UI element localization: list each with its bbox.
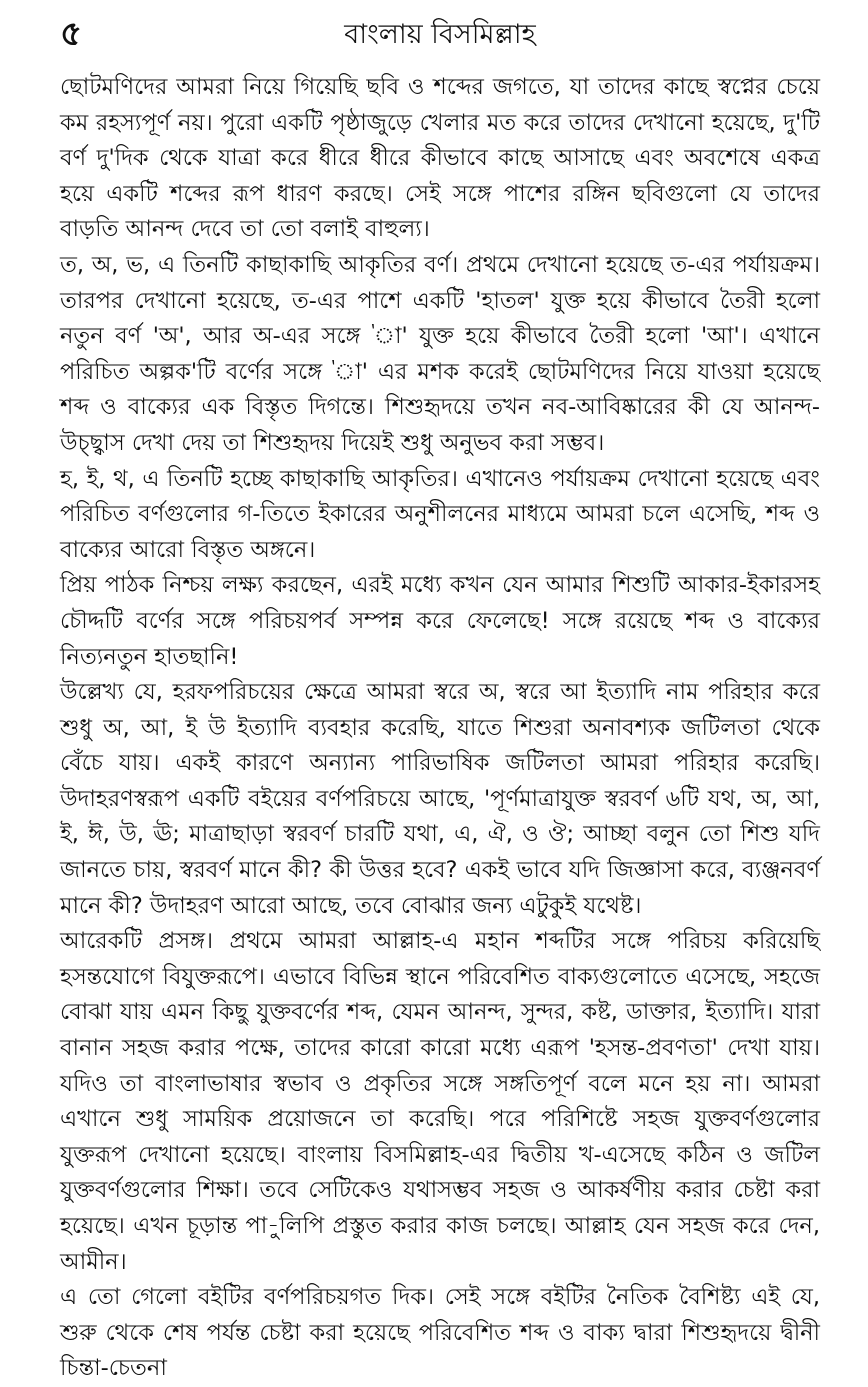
paragraph: এ তো গেলো বইটির বর্ণপরিচয়গত দিক। সেই সঙ্গে বইটির নৈতিক বৈশিষ্ট্য এই যে, শুরু থেকে শেষ পর্যন্ত চেষ্টা করা হয়েছে পরিবেশিত শব্দ ও বাক্য দ্বারা শিশুহৃদয়ে দ্বীনী চিন্তা-চেতনা: [60, 1284, 820, 1382]
paragraph: আরেকটি প্রসঙ্গ। প্রথমে আমরা আল্লাহ-এ মহান শব্দটির সঙ্গে পরিচয় করিয়েছি হসন্তযোগে বিযুক্তরূপে। এভাবে বিভিন্ন স্থানে পরিবেশিত বাক্যগুলোতে এসেছে, সহজে বোঝা যায় এমন কিছু যুক্তবর্ণের শব্দ, যেমন আনন্দ, সুন্দর, কষ্ট, ডাক্তার, ইত্যাদি। যারা বানান সহজ করার পক্ষে, তাদের কারো কারো মধ্যে এরূপ 'হসন্ত-প্রবণতা' দেখা যায়। যদিও তা বাংলাভাষার স্বভাব ও প্রকৃতির সঙ্গে সঙ্গতিপূর্ণ বলে মনে হয় না। আমরা এখানে শুধু সাময়িক প্রয়োজনে তা করেছি। পরে পরিশিষ্টে সহজ যুক্তবর্ণগুলোর যুক্তরূপ দেখানো হয়েছে। বাংলায় বিসমিল্লাহ-এর দ্বিতীয় খ-এসেছে কঠিন ও জটিল যুক্তবর্ণগুলোর শিক্ষা। তবে সেটিকেও যথাসম্ভব সহজ ও আকর্ষণীয় করার চেষ্টা করা হয়েছে। এখন চূড়ান্ত পা-ুলিপি প্রস্তুত করার কাজ চলছে। আল্লাহ যেন সহজ করে দেন, আমীন।: [60, 928, 820, 1275]
page-header: [60, 0, 820, 70]
paragraph: উল্লেখ্য যে, হরফপরিচয়ের ক্ষেত্রে আমরা স্বরে অ, স্বরে আ ইত্যাদি নাম পরিহার করে শুধু অ, আ, ই উ ইত্যাদি ব্যবহার করেছি, যাতে শিশুরা অনাবশ্যক জটিলতা থেকে বেঁচে যায়। একই কারণে অন্যান্য পারিভাষিক জটিলতা আমরা পরিহার করেছি। উদাহরণস্বরূপ একটি বইয়ের বর্ণপরিচয়ে আছে, 'পূর্ণমাত্রাযুক্ত স্বরবর্ণ ৬টি যথ, অ, আ, ই, ঈ, উ, ঊ; মাত্রাছাড়া স্বরবর্ণ চারটি যথা, এ, ঐ, ও ঔ; আচ্ছা বলুন তো শিশু যদি জানতে চায়, স্বরবর্ণ মানে কী? কী উত্তর হবে? একই ভাবে যদি জিজ্ঞাসা করে, ব্যঞ্জনবর্ণ মানে কী? উদাহরণ আরো আছে, তবে বোঝার জন্য এটুকুই যথেষ্ট।: [60, 679, 820, 919]
body-text: [60, 70, 820, 1387]
running-title: বাংলায় বিসমিল্লাহ: [344, 19, 536, 50]
paragraph: হ, ই, থ, এ তিনটি হচ্ছে কাছাকাছি আকৃতির। এখানেও পর্যায়ক্রম দেখানো হয়েছে এবং পরিচিত বর্ণগুলোর গ-তিতে ইকারের অনুশীলনের মাধ্যমে আমরা চলে এসেছি, শব্দ ও বাক্যের আরো বিস্তৃত অঙ্গনে।: [60, 465, 820, 563]
paragraph: ছোটমণিদের আমরা নিয়ে গিয়েছি ছবি ও শব্দের জগতে, যা তাদের কাছে স্বপ্নের চেয়ে কম রহস্যপূর্ণ নয়। পুরো একটি পৃষ্ঠাজুড়ে খেলার মত করে তাদের দেখানো হয়েছে, দু'টি বর্ণ দু'দিক থেকে যাত্রা করে ধীরে ধীরে কীভাবে কাছে আসাছে এবং অবশেষে একত্র হয়ে একটি শব্দের রূপ ধারণ করছে। সেই সঙ্গে পাশের রঙ্গিন ছবিগুলো যে তাদের বাড়তি আনন্দ দেবে তা তো বলাই বাহুল্য।: [60, 74, 820, 243]
paragraph: ত, অ, ভ, এ তিনটি কাছাকাছি আকৃতির বর্ণ। প্রথমে দেখানো হয়েছে ত-এর পর্যায়ক্রম। তারপর দেখানো হয়েছে, ত-এর পাশে একটি 'হাতল' যুক্ত হয়ে কীভাবে তৈরী হলো নতুন বর্ণ 'অ', আর অ-এর সঙ্গে 'া' যুক্ত হয়ে কীভাবে তৈরী হলো 'আ'। এখানে পরিচিত অল্পক'টি বর্ণের সঙ্গে 'া' এর মশক করেই ছোটমণিদের নিয়ে যাওয়া হয়েছে শব্দ ও বাক্যের এক বিস্তৃত দিগন্তে। শিশুহৃদয়ে তখন নব-আবিষ্কারের কী যে আনন্দ-উচ্ছ্বাস দেখা দেয় তা শিশুহৃদয় দিয়েই শুধু অনুভব করা সম্ভব।: [60, 251, 820, 456]
page-number: ৫: [60, 14, 83, 54]
paragraph: প্রিয় পাঠক নিশ্চয় লক্ষ্য করছেন, এরই মধ্যে কখন যেন আমার শিশুটি আকার-ইকারসহ চৌদ্দটি বর্ণের সঙ্গে পরিচয়পর্ব সম্পন্ন করে ফেলেছে! সঙ্গে রয়েছে শব্দ ও বাক্যের নিত্যনতুন হাতছানি!: [60, 572, 820, 670]
